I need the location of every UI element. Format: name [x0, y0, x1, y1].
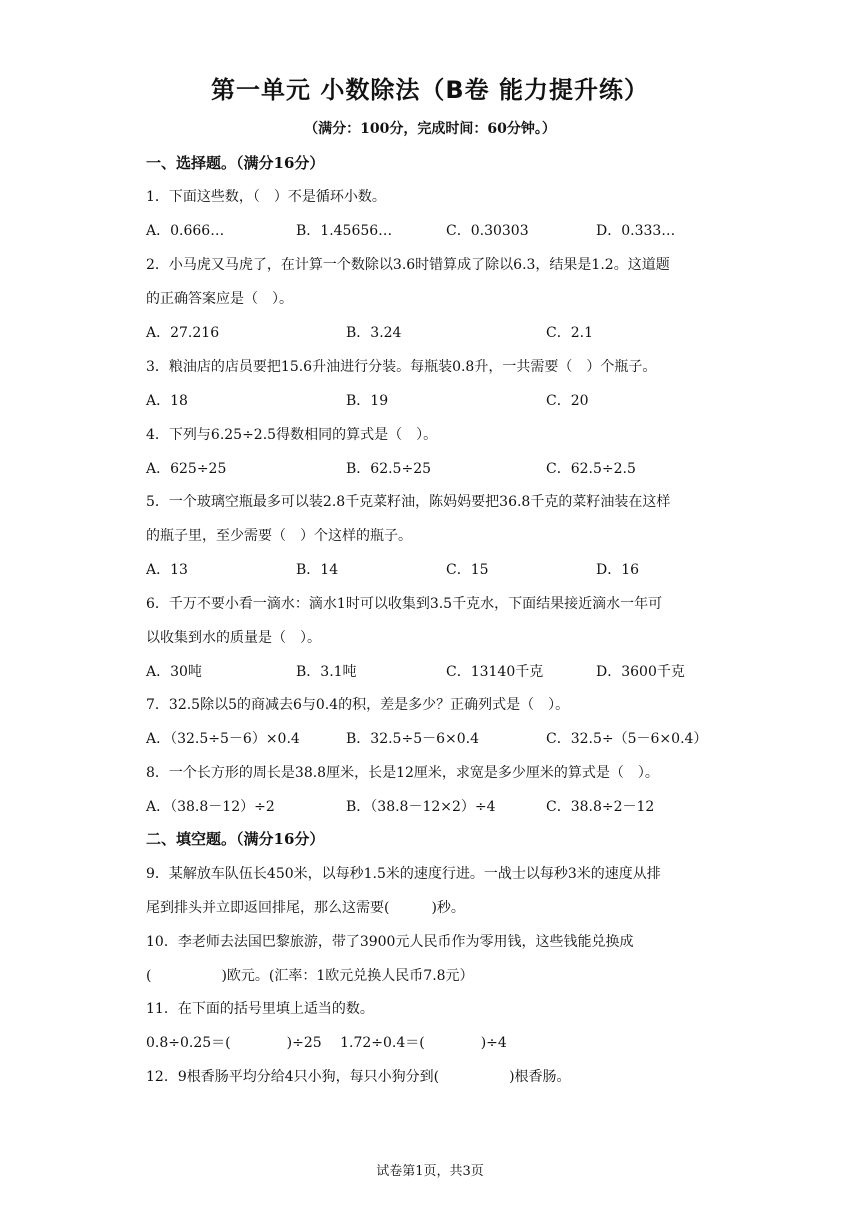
q7-option-c: C．32.5÷（5－6×0.4） [546, 731, 708, 747]
question-5-stem-line2: 的瓶子里，至少需要（ ）个这样的瓶子。 [146, 528, 412, 544]
q8-option-b: B．（38.8－12×2）÷4 [346, 799, 496, 815]
question-9-line2: 尾到排头并立即返回排尾，那么这需要( )秒。 [146, 900, 465, 916]
question-10-line1: 10．李老师去法国巴黎旅游，带了3900元人民币作为零用钱，这些钱能兑换成 [146, 934, 634, 950]
q6-option-a: A．30吨 [146, 664, 202, 680]
question-7-stem: 7．32.5除以5的商减去6与0.4的积，差是多少？正确列式是（ ）。 [146, 697, 570, 713]
q3-option-b: B．19 [346, 393, 389, 409]
section-heading-fill-blank: 二、填空题。（满分16分） [146, 830, 325, 848]
question-6-stem-line2: 以收集到水的质量是（ ）。 [146, 630, 321, 646]
q6-option-d: D．3600千克 [596, 664, 685, 680]
q4-option-c: C．62.5÷2.5 [546, 461, 636, 477]
q1-option-a: A．0.666… [146, 223, 225, 239]
q5-option-c: C．15 [446, 562, 489, 578]
question-6-stem-line1: 6．千万不要小看一滴水：滴水1时可以收集到3.5千克水，下面结果接近滴水一年可 [146, 596, 663, 612]
page-title: 第一单元 小数除法（B卷 能力提升练） [210, 76, 649, 104]
q3-option-a: A．18 [146, 393, 188, 409]
q8-option-a: A．（38.8－12）÷2 [146, 799, 275, 815]
q5-option-a: A．13 [146, 562, 188, 578]
question-2-stem-line1: 2．小马虎又马虎了，在计算一个数除以3.6时错算成了除以6.3，结果是1.2。这道题 [146, 257, 670, 273]
q2-option-a: A．27.216 [146, 325, 220, 341]
question-9-line1: 9．某解放车队伍长450米，以每秒1.5米的速度行进。一战士以每秒3米的速度从排 [146, 866, 661, 882]
q3-option-c: C．20 [546, 393, 589, 409]
q1-option-b: B．1.45656… [296, 223, 393, 239]
question-1-stem: 1．下面这些数，（ ）不是循环小数。 [146, 189, 386, 205]
q7-option-b: B．32.5÷5－6×0.4 [346, 731, 479, 747]
q7-option-a: A．（32.5÷5－6）×0.4 [146, 731, 300, 747]
question-3-stem: 3．粮油店的店员要把15.6升油进行分装。每瓶装0.8升，一共需要（ ）个瓶子。 [146, 359, 657, 375]
q1-option-c: C．0.30303 [446, 223, 529, 239]
section-heading-choice: 一、选择题。（满分16分） [146, 154, 325, 172]
question-4-stem: 4．下列与6.25÷2.5得数相同的算式是（ ）。 [146, 427, 438, 443]
q6-option-b: B．3.1吨 [296, 664, 357, 680]
question-10-line2: ( )欧元。(汇率：1欧元兑换人民币7.8元） [146, 968, 474, 984]
question-5-stem-line1: 5．一个玻璃空瓶最多可以装2.8千克菜籽油，陈妈妈要把36.8千克的菜籽油装在这样 [146, 494, 671, 510]
q4-option-b: B．62.5÷25 [346, 461, 432, 477]
q2-option-b: B．3.24 [346, 325, 402, 341]
q1-option-d: D．0.333… [596, 223, 676, 239]
question-8-stem: 8．一个长方形的周长是38.8厘米，长是12厘米，求宽是多少厘米的算式是（ ）。 [146, 765, 659, 781]
q5-option-d: D．16 [596, 562, 640, 578]
question-11-line2: 0.8÷0.25＝( )÷25 1.72÷0.4＝( )÷4 [146, 1035, 507, 1051]
q2-option-c: C．2.1 [546, 325, 593, 341]
question-12-line1: 12．9根香肠平均分给4只小狗，每只小狗分到( )根香肠。 [146, 1069, 571, 1085]
question-2-stem-line2: 的正确答案应是（ ）。 [146, 291, 293, 307]
page-subtitle: （满分：100分，完成时间：60分钟。） [304, 121, 556, 137]
q6-option-c: C．13140千克 [446, 664, 544, 680]
q4-option-a: A．625÷25 [146, 461, 227, 477]
page-footer: 试卷第1页，共3页 [376, 1164, 484, 1179]
q5-option-b: B．14 [296, 562, 339, 578]
question-11-line1: 11．在下面的括号里填上适当的数。 [146, 1001, 374, 1017]
q8-option-c: C．38.8÷2－12 [546, 799, 655, 815]
